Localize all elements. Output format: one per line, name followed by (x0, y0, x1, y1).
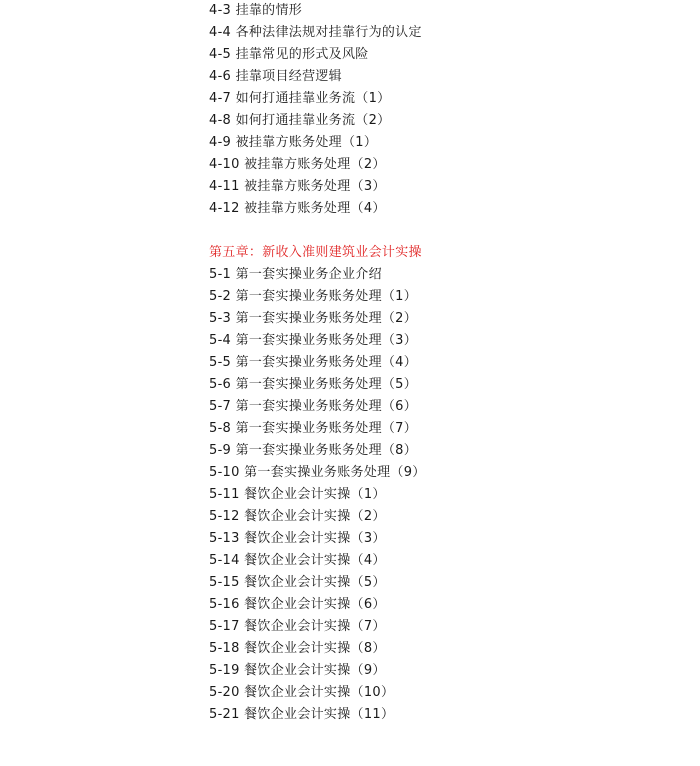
list-item: 5-7 第一套实操业务账务处理（6） (209, 399, 418, 414)
list-item: 5-13 餐饮企业会计实操（3） (209, 531, 386, 546)
list-item: 5-6 第一套实操业务账务处理（5） (209, 377, 418, 392)
list-item: 5-17 餐饮企业会计实操（7） (209, 619, 386, 634)
list-item: 5-2 第一套实操业务账务处理（1） (209, 289, 418, 304)
list-item: 5-18 餐饮企业会计实操（8） (209, 641, 386, 656)
list-item: 4-10 被挂靠方账务处理（2） (209, 157, 386, 172)
list-item: 4-7 如何打通挂靠业务流（1） (209, 91, 391, 106)
list-item: 4-3 挂靠的情形 (209, 3, 303, 18)
list-item: 5-15 餐饮企业会计实操（5） (209, 575, 386, 590)
list-item: 5-9 第一套实操业务账务处理（8） (209, 443, 418, 458)
chapter-4-list (209, 0, 679, 220)
list-item: 5-12 餐饮企业会计实操（2） (209, 509, 386, 524)
list-item: 4-6 挂靠项目经营逻辑 (209, 69, 342, 84)
list-item: 4-8 如何打通挂靠业务流（2） (209, 113, 391, 128)
list-item: 4-11 被挂靠方账务处理（3） (209, 179, 386, 194)
list-item: 5-10 第一套实操业务账务处理（9） (209, 465, 426, 480)
list-item: 5-20 餐饮企业会计实操（10） (209, 685, 395, 700)
list-item: 4-4 各种法律法规对挂靠行为的认定 (209, 25, 422, 40)
list-item: 5-1 第一套实操业务企业介绍 (209, 267, 382, 282)
section-spacer (209, 220, 679, 242)
list-item: 5-8 第一套实操业务账务处理（7） (209, 421, 418, 436)
list-item: 5-19 餐饮企业会计实操（9） (209, 663, 386, 678)
list-item: 5-3 第一套实操业务账务处理（2） (209, 311, 418, 326)
chapter-5-list (209, 264, 679, 726)
list-item: 5-5 第一套实操业务账务处理（4） (209, 355, 418, 370)
list-item: 5-16 餐饮企业会计实操（6） (209, 597, 386, 612)
list-item: 5-4 第一套实操业务账务处理（3） (209, 333, 418, 348)
list-item: 5-21 餐饮企业会计实操（11） (209, 707, 395, 722)
list-item: 4-5 挂靠常见的形式及风险 (209, 47, 369, 62)
list-item: 5-14 餐饮企业会计实操（4） (209, 553, 386, 568)
list-item: 5-11 餐饮企业会计实操（1） (209, 487, 386, 502)
course-outline (209, 0, 679, 726)
list-item: 4-12 被挂靠方账务处理（4） (209, 201, 386, 216)
chapter-5-title: 第五章：新收入准则建筑业会计实操 (209, 245, 422, 260)
list-item: 4-9 被挂靠方账务处理（1） (209, 135, 378, 150)
